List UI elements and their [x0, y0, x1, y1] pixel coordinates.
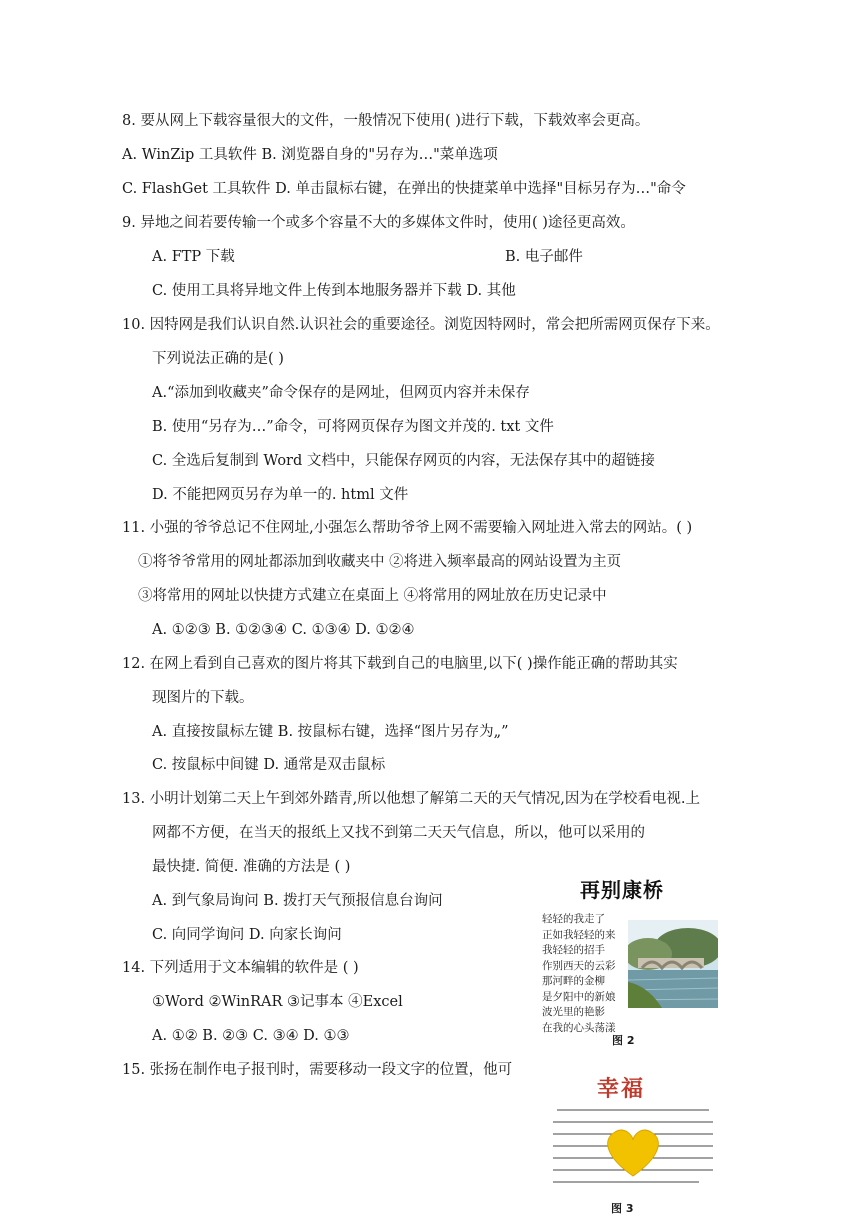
q13-options-cd: C. 向同学询问 D. 向家长询问 — [152, 927, 342, 943]
q13-stem: 13. 小明计划第二天上午到郊外踏青,所以他想了解第二天的天气情况,因为在学校看电视.上 — [122, 791, 700, 807]
q13-stem-cont: 网都不方便，在当天的报纸上又找不到第二天天气信息，所以，他可以采用的 — [152, 825, 645, 841]
figure-3-caption: 图 3 — [611, 1202, 634, 1215]
q9-option-b: B. 电子邮件 — [505, 249, 583, 265]
q12-options-cd: C. 按鼠标中间键 D. 通常是双击鼠标 — [152, 757, 386, 773]
q13-options-ab: A. 到气象局询问 B. 拨打天气预报信息台询问 — [152, 893, 443, 909]
q14-options: A. ①② B. ②③ C. ③④ D. ①③ — [152, 1028, 350, 1044]
q13-stem-cont2: 最快捷. 简便. 准确的方法是 ( ) — [152, 859, 351, 875]
q11-items-34: ③将常用的网址以快捷方式建立在桌面上 ④将常用的网址放在历史记录中 — [138, 588, 607, 604]
q8-options-ab: A. WinZip 工具软件 B. 浏览器自身的"另存为…"菜单选项 — [122, 147, 498, 163]
q10-stem-cont: 下列说法正确的是( ) — [152, 351, 284, 367]
q8-stem: 8. 要从网上下载容量很大的文件，一般情况下使用( )进行下载，下载效率会更高。 — [122, 113, 650, 129]
q9-option-a: A. FTP 下载 — [152, 249, 235, 265]
q11-stem: 11. 小强的爷爷总记不住网址,小强怎么帮助爷爷上网不需要输入网址进入常去的网站。( ) — [122, 520, 693, 536]
q8-options-cd: C. FlashGet 工具软件 D. 单击鼠标右键，在弹出的快捷菜单中选择"目标另存为…"命令 — [122, 181, 686, 197]
q10-option-b: B. 使用“另存为…”命令，可将网页保存为图文并茂的. txt 文件 — [152, 419, 554, 435]
q15-stem: 15. 张扬在制作电子报刊时，需要移动一段文字的位置，他可 — [122, 1062, 513, 1078]
q14-stem: 14. 下列适用于文本编辑的软件是 ( ) — [122, 960, 359, 976]
q10-option-a: A.“添加到收藏夹”命令保存的是网址，但网页内容并未保存 — [152, 385, 530, 401]
heart-icon — [608, 1130, 659, 1176]
q14-items: ①Word ②WinRAR ③记事本 ④Excel — [152, 994, 403, 1010]
q12-stem: 12. 在网上看到自己喜欢的图片将其下载到自己的电脑里,以下( )操作能正确的帮助其实 — [122, 656, 678, 672]
q10-stem: 10. 因特网是我们认识自然.认识社会的重要途径。浏览因特网时，常会把所需网页保存下来。 — [122, 317, 720, 333]
q11-items-12: ①将爷爷常用的网址都添加到收藏夹中 ②将进入频率最高的网站设置为主页 — [138, 554, 622, 570]
figure-2-caption: 图 2 — [612, 1034, 635, 1047]
figure-2 — [540, 870, 720, 1047]
q12-options-ab: A. 直接按鼠标左键 B. 按鼠标右键，选择“图片另存为„” — [152, 724, 509, 740]
q12-stem-cont: 现图片的下载。 — [152, 690, 254, 706]
q11-options: A. ①②③ B. ①②③④ C. ①③④ D. ①②④ — [152, 622, 415, 638]
decorative-handwriting — [549, 1104, 717, 1188]
figure-2-title: 再别康桥 — [580, 878, 664, 902]
bridge-photo — [628, 920, 718, 1008]
q9-options-cd: C. 使用工具将异地文件上传到本地服务器并下载 D. 其他 — [152, 283, 516, 299]
q10-option-d: D. 不能把网页另存为单一的. html 文件 — [152, 487, 409, 503]
figure-3 — [545, 1072, 725, 1216]
q10-option-c: C. 全选后复制到 Word 文档中，只能保存网页的内容，无法保存其中的超链接 — [152, 453, 655, 469]
figure-3-title: 幸福 — [597, 1077, 646, 1102]
q9-stem: 9. 异地之间若要传输一个或多个容量不大的多媒体文件时，使用( )途径更高效。 — [122, 215, 635, 231]
figure-2-poem: 轻轻的我走了 正如我轻轻的来 我轻轻的招手 作别西天的云彩 那河畔的金柳 是夕阳中的新娘 波光里的艳影 在我的心头荡漾 — [542, 913, 616, 1034]
